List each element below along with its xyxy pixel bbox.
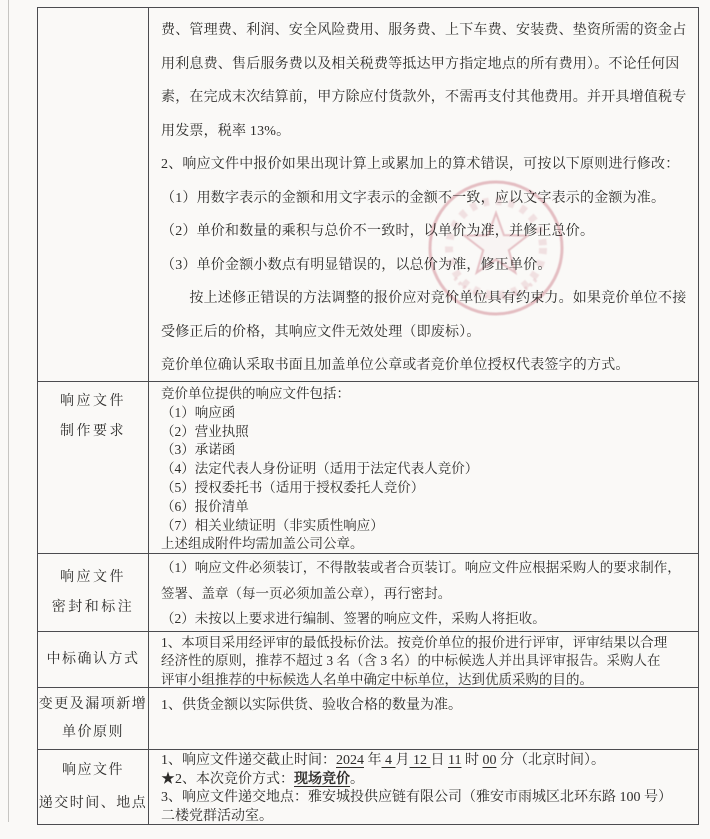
content-line: 签署、盖章（每一页必须加盖公章），再行密封。 — [161, 585, 452, 601]
content-line: 素，在完成末次结算前，甲方除应付货款外，不需再支付其他费用。并开具增值税专 — [161, 90, 687, 105]
table-row-price-terms — [38, 8, 698, 381]
content-line: （2）单价和数量的乘积与总价不一致时，以单价为准，并修正总价。 — [161, 224, 595, 239]
content-line: 经济性的原则，推荐不超过 3 名（含 3 名）的中标候选人并出具评审报告。采购人在 — [161, 653, 661, 669]
row-label-line: 单价原则 — [62, 724, 124, 740]
row-label-line: 响应文件 — [60, 394, 126, 409]
row-label-line: 中标确认方式 — [46, 651, 140, 667]
bid-method-suffix: 。 — [350, 771, 364, 787]
row-label-empty — [38, 8, 149, 381]
deadline-month: 4 — [381, 753, 396, 768]
bid-method-value: 现场竞价 — [294, 771, 350, 787]
submission-deadline-line — [161, 752, 690, 771]
content-line: （2）营业执照 — [161, 423, 249, 439]
row-content — [149, 688, 698, 749]
deadline-day-unit: 日 — [430, 753, 448, 768]
content-line: （2）未按以上要求进行编制、签署的响应文件，采购人将拒收。 — [161, 611, 546, 626]
row-label-line: 响应文件 — [60, 569, 126, 585]
content-line: （1）响应函 — [161, 404, 236, 420]
table-row-response-doc-requirements — [38, 381, 698, 553]
content-line: 用发票，税率 13%。 — [161, 123, 291, 139]
row-label-line: 密封和标注 — [51, 599, 135, 615]
deadline-suffix: 分（北京时间）。 — [496, 753, 605, 768]
table-row-submission-time-place — [38, 749, 698, 824]
row-content — [149, 632, 698, 687]
content-line: 竞价单位提供的响应文件包括： — [161, 386, 350, 401]
content-line: 按上述修正错误的方法调整的报价应对竞价单位具有约束力。如果竞价单位不接 — [161, 291, 687, 306]
content-line: 用利息费、售后服务费以及相关税费等抵达甲方指定地点的所有费用）。不论任何因 — [161, 56, 680, 72]
row-content — [149, 8, 698, 381]
terms-table — [37, 7, 699, 825]
deadline-hour: 11 — [448, 753, 462, 768]
row-content — [149, 554, 698, 631]
row-content — [149, 382, 698, 553]
table-row-change-unit-price-principle — [38, 687, 698, 749]
deadline-day: 12 — [409, 753, 431, 768]
deadline-prefix: 1、响应文件递交截止时间： — [161, 753, 336, 768]
bid-method-prefix: ★2、本次竞价方式： — [161, 771, 294, 787]
content-line: （6）报价清单 — [161, 498, 249, 514]
deadline-hour-unit: 时 — [461, 753, 483, 768]
row-label — [38, 382, 149, 553]
content-line: （5）授权委托书（适用于授权委托人竞价） — [161, 479, 425, 495]
submission-place-line: 二楼党群活动室。 — [161, 808, 273, 824]
content-line: （3）承诺函 — [161, 442, 236, 458]
deadline-year-unit: 年 — [364, 753, 382, 768]
content-line: （1）响应文件必须装订，不得散装或者合页装订。响应文件应根据采购人的要求制作， — [161, 560, 681, 575]
content-line: （7）相关业绩证明（非实质性响应） — [161, 517, 384, 533]
content-line: 费、管理费、利润、安全风险费用、服务费、上下车费、安装费、垫资所需的资金占 — [161, 23, 687, 38]
table-row-sealing-marking — [38, 553, 698, 631]
content-line: （3）单价金额小数点有明显错误的，以总价为准，修正单价。 — [161, 257, 552, 273]
deadline-month-unit: 月 — [395, 753, 410, 768]
content-line: 受修正后的价格，其响应文件无效处理（即废标）。 — [161, 324, 481, 340]
content-line: 1、供货金额以实际供货、验收合格的数量为准。 — [161, 698, 462, 713]
row-label-line: 递交时间、地点 — [38, 795, 148, 811]
content-line: （1）用数字表示的金额和用文字表示的金额不一致，应以文字表示的金额为准。 — [161, 190, 666, 206]
bid-method-line — [161, 771, 690, 790]
row-label — [38, 688, 149, 749]
row-label-line: 响应文件 — [62, 762, 124, 778]
content-line: 评审小组推荐的中标候选人名单中确定中标单位，达到优质采购的目的。 — [161, 671, 593, 687]
content-line: （4）法定代表人身份证明（适用于法定代表人竞价） — [161, 461, 479, 477]
content-line: 竞价单位确认采取书面且加盖单位公章或者竞价单位授权代表签字的方式。 — [161, 358, 630, 373]
row-label — [38, 750, 149, 824]
scan-edge-line — [8, 0, 9, 822]
row-label — [38, 554, 149, 631]
row-content — [149, 750, 698, 824]
submission-place-line: 3、响应文件递交地点：雅安城投供应链有限公司（雅安市雨城区北环东路 100 号） — [161, 790, 672, 806]
row-label-line: 变更及漏项新增 — [38, 696, 148, 712]
row-label — [38, 632, 149, 687]
deadline-minute: 00 — [482, 753, 497, 768]
content-line: 2、响应文件中报价如果出现计算上或累加上的算术错误，可按以下原则进行修改： — [161, 157, 680, 172]
deadline-year: 2024 — [336, 753, 364, 768]
content-line: 上述组成附件均需加盖公司公章。 — [161, 536, 364, 552]
row-label-line: 制作要求 — [60, 424, 126, 439]
content-line: 1、本项目采用经评审的最低投标价法。按竞价单位的报价进行评审，评审结果以合理 — [161, 635, 668, 650]
table-row-award-confirmation — [38, 631, 698, 687]
